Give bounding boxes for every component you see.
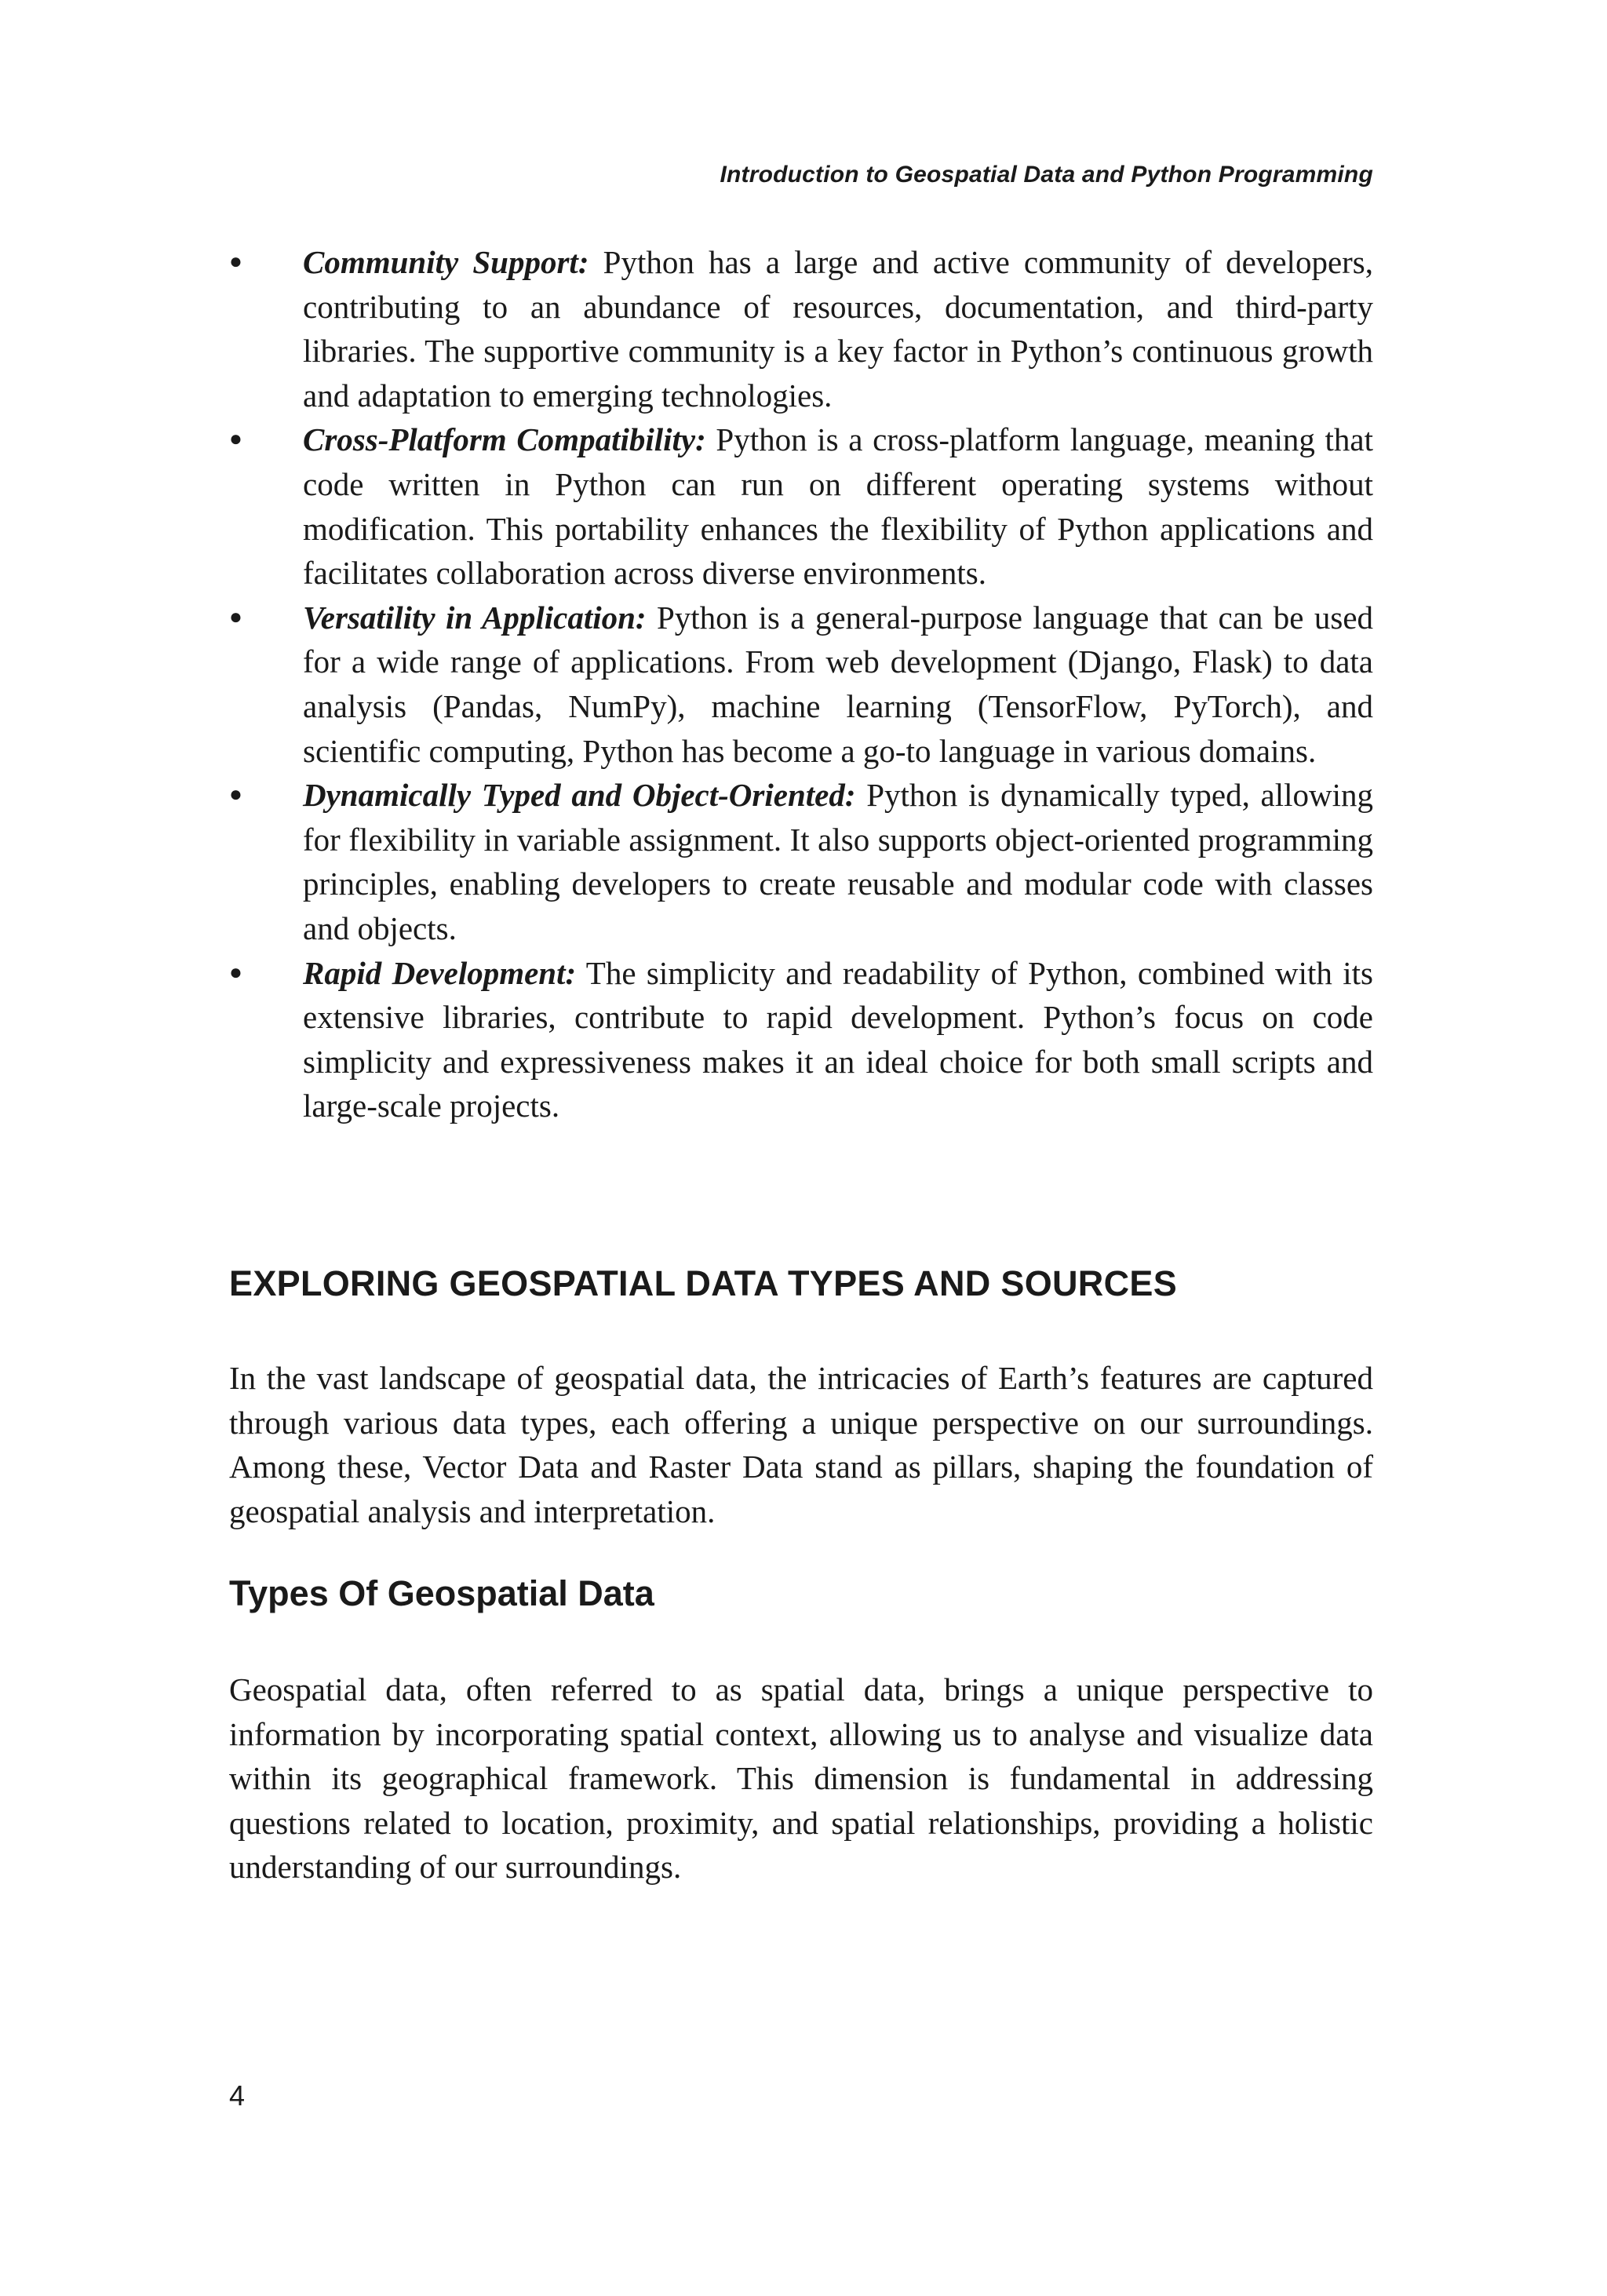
bullet-term: Rapid Development: bbox=[303, 954, 577, 991]
bullet-item-cross-platform bbox=[229, 417, 1373, 595]
bullet-term: Community Support: bbox=[303, 244, 589, 280]
bullet-text: The simplicity and readability of Python, combined with its extensive libraries, contribute to rapid development. Python’s focus on code simplicity and expressiveness makes it an ideal choice for both small scripts and large-scale projects. bbox=[303, 954, 1373, 1124]
feature-bullet-list bbox=[229, 240, 1373, 1128]
bullet-item-community-support bbox=[229, 240, 1373, 417]
subsection-paragraph: Geospatial data, often referred to as spatial data, brings a unique perspective to information by incorporating spatial context, allowing us to analyse and visualize data within its geographical framework. This dimension is fundamental in addressing questions related to location, proximity, and spatial relationships, providing a holistic understanding of our surroundings. bbox=[229, 1671, 1373, 1886]
bullet-text: Python has a large and active community of developers, contributing to an abundance of resources, documentation, and third-party libraries. The supportive community is a key factor in Python’s continuous growth and adaptation to emerging technologies. bbox=[303, 244, 1374, 414]
bullet-term: Dynamically Typed and Object-Oriented: bbox=[303, 777, 856, 814]
bullet-text: Python is dynamically typed, allowing for flexibility in variable assignment. It also supports object-oriented programming principles, enabling developers to create reusable and modular code with classes and objects. bbox=[303, 777, 1374, 946]
bullet-icon: ● bbox=[229, 960, 242, 985]
page-number: 4 bbox=[229, 2079, 246, 2112]
bullet-icon: ● bbox=[229, 427, 242, 452]
running-head: Introduction to Geospatial Data and Python Programming bbox=[720, 162, 1373, 188]
bullet-term: Versatility in Application: bbox=[303, 599, 647, 636]
bullet-text: Python is a cross-platform language, meaning that code written in Python can run on different operating systems without modification. This portability enhances the flexibility of Python applications and facilitates collaboration across diverse environments. bbox=[303, 421, 1373, 592]
bullet-term: Cross-Platform Compatibility: bbox=[303, 421, 706, 458]
section-intro-paragraph: In the vast landscape of geospatial data, the intricacies of Earth’s features are captured through various data types, each offering a unique perspective on our surroundings. Among these, Vector Data and Raster Data stand as pillars, shaping the foundation of geospatial analysis and interpretation. bbox=[229, 1360, 1373, 1529]
bullet-item-versatility bbox=[229, 596, 1373, 773]
bullet-item-dynamically-typed bbox=[229, 773, 1373, 950]
bullet-icon: ● bbox=[229, 604, 242, 629]
bullet-item-rapid-development bbox=[229, 951, 1373, 1128]
bullet-icon: ● bbox=[229, 782, 242, 807]
bullet-icon: ● bbox=[229, 250, 242, 274]
subsection-heading: Types Of Geospatial Data bbox=[229, 1573, 654, 1613]
section-heading: EXPLORING GEOSPATIAL DATA TYPES AND SOURCES bbox=[229, 1263, 1178, 1303]
bullet-text: Python is a general-purpose language that can be used for a wide range of applications. From web development (Django, Flask) to data analysis (Pandas, NumPy), machine learning (TensorFlow, PyTorch), and scientific computing, Python has become a go-to language in various domains. bbox=[303, 599, 1374, 769]
